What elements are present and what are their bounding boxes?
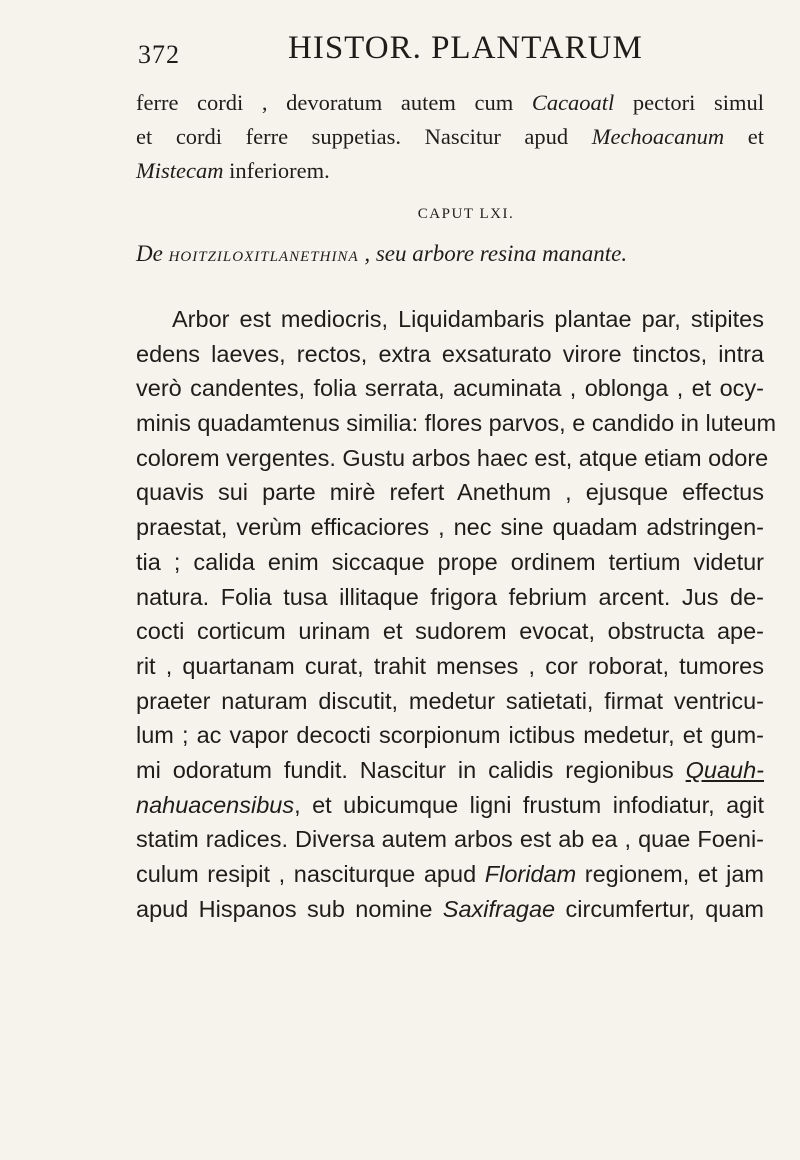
text-line bbox=[136, 154, 764, 188]
page-number: 372 bbox=[138, 40, 180, 69]
italic-term: Mechoacanum bbox=[591, 124, 725, 149]
text-line: lum ; ac vapor decocti scorpionum ictibus medetur, et gum- bbox=[136, 722, 764, 749]
text-block bbox=[136, 86, 777, 926]
text-line: tia ; calida enim siccaque prope ordinem tertium videtur bbox=[136, 548, 764, 575]
text-line bbox=[136, 753, 764, 788]
text-line: quavis sui parte mirè refert Anethum , ejusque effectus bbox=[136, 479, 764, 506]
text-line bbox=[136, 857, 764, 892]
running-head: HISTOR. PLANTARUM bbox=[288, 30, 643, 66]
text-span: mi odoratum fundit. Nascitur in calidis regionibus bbox=[136, 756, 686, 783]
italic-term: Saxifragae bbox=[442, 895, 556, 922]
text-line: minis quadamtenus similia: flores parvos, e candido in luteum bbox=[136, 410, 777, 437]
text-line: praestat, verùm efficaciores , nec sine quadam adstringen- bbox=[136, 514, 764, 541]
text-span: regionem, et jam bbox=[576, 861, 764, 887]
italic-term: Mistecam bbox=[136, 158, 224, 183]
text-span: circumfertur, quam bbox=[555, 895, 764, 922]
text-span: culum resipit , nasciturque apud bbox=[136, 861, 485, 887]
italic-term: Quauh- bbox=[685, 756, 764, 783]
text-span: pectori simul bbox=[614, 90, 764, 115]
text-line bbox=[136, 120, 764, 154]
text-line: rit , quartanam curat, trahit menses , cor roborat, tumores bbox=[136, 652, 764, 679]
text-line bbox=[136, 788, 764, 823]
text-line: natura. Folia tusa illitaque frigora febrium arcent. Jus de- bbox=[136, 583, 764, 610]
title-name: HOITZILOXITLANETHINA bbox=[168, 249, 359, 265]
text-span: et bbox=[724, 124, 764, 149]
text-line: colorem vergentes. Gustu arbos haec est, atque etiam odore bbox=[136, 444, 769, 471]
chapter-body bbox=[136, 302, 777, 926]
text-line: praeter naturam discutit, medetur satietati, firmat ventricu- bbox=[136, 687, 764, 714]
text-line: edens laeves, rectos, extra exsaturato virore tinctos, intra bbox=[136, 340, 764, 367]
text-line bbox=[136, 86, 764, 120]
italic-term: Cacaoatl bbox=[531, 90, 615, 115]
text-span: et cordi ferre suppetias. Nascitur apud bbox=[136, 124, 592, 149]
title-suffix: , seu arbore resina manante. bbox=[364, 241, 628, 266]
text-line: Arbor est mediocris, Liquidambaris plantae par, stipites bbox=[172, 306, 764, 332]
text-line: verò candentes, folia serrata, acuminata , oblonga , et ocy- bbox=[136, 375, 764, 402]
text-span: ferre cordi , devoratum autem cum bbox=[136, 90, 532, 115]
text-span: apud Hispanos sub nomine bbox=[136, 895, 443, 922]
title-prefix: De bbox=[136, 241, 163, 266]
text-span: inferiorem. bbox=[223, 158, 330, 183]
italic-term: nahuacensibus bbox=[136, 791, 295, 818]
text-line bbox=[136, 892, 764, 927]
page-header bbox=[138, 28, 758, 78]
chapter-number: CAPUT LXI. bbox=[417, 206, 515, 222]
text-line: statim radices. Diversa autem arbos est ab ea , quae Foeni- bbox=[136, 826, 764, 853]
italic-term: Floridam bbox=[484, 861, 577, 887]
chapter-title bbox=[136, 234, 764, 274]
text-span: , et ubicumque ligni frustum infodiatur, agit bbox=[294, 791, 764, 818]
intro-paragraph bbox=[136, 86, 764, 188]
text-line: cocti corticum urinam et sudorem evocat, obstructa ape- bbox=[136, 618, 764, 645]
